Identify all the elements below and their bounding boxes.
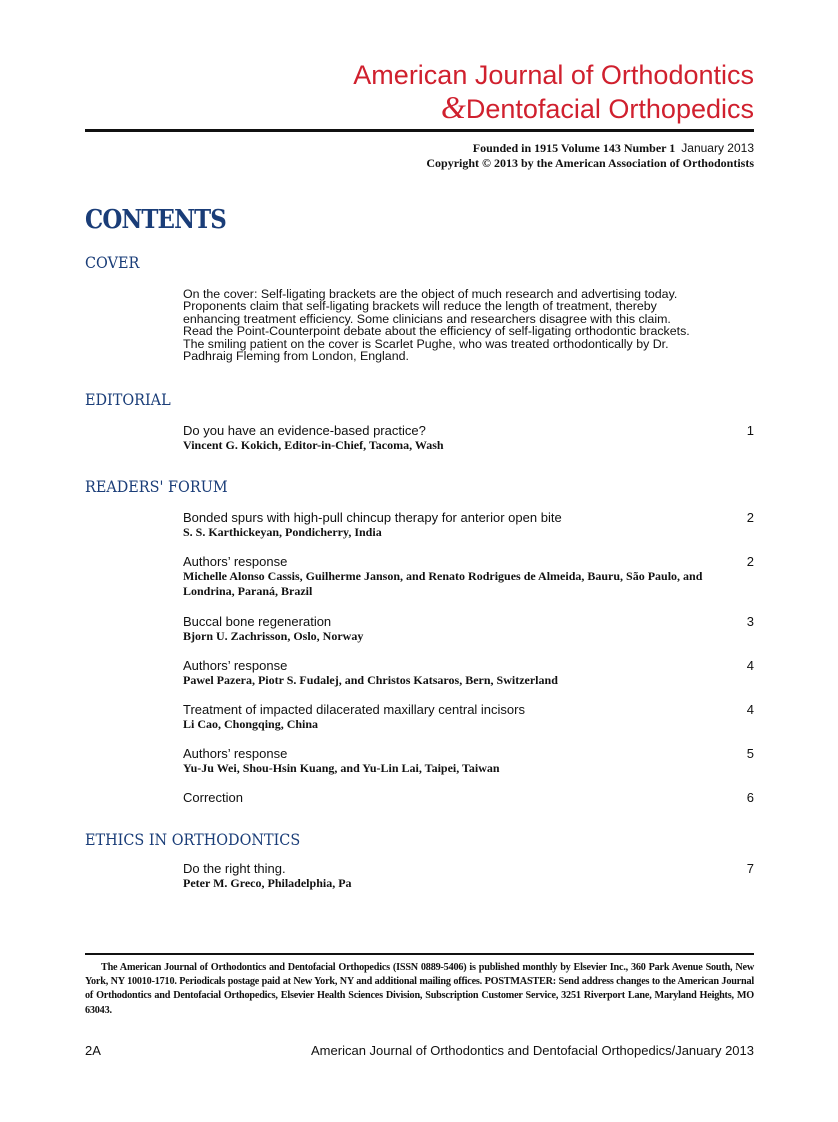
- entry-page-number: 1: [746, 423, 754, 438]
- entry-title[interactable]: Authors’ response: [183, 746, 288, 761]
- journal-title-line1: American Journal of Orthodontics: [353, 60, 754, 90]
- journal-title-line2: [440, 89, 754, 125]
- toc-entry[interactable]: [183, 614, 754, 644]
- entry-page-number: 4: [746, 702, 754, 717]
- founded-text: Founded in 1915 Volume 143 Number 1: [472, 141, 676, 155]
- toc-entry[interactable]: [183, 702, 754, 732]
- entry-page-number: 7: [746, 861, 754, 876]
- issue-date: January 2013: [681, 141, 754, 155]
- entry-title[interactable]: Bonded spurs with high-pull chincup therapy for anterior open bite: [183, 510, 562, 525]
- toc-entry[interactable]: [183, 790, 754, 805]
- entry-authors: S. S. Karthickeyan, Pondicherry, India: [183, 525, 382, 539]
- toc-entry[interactable]: [183, 861, 754, 891]
- toc-entry[interactable]: [183, 746, 754, 776]
- entry-title[interactable]: Authors’ response: [183, 658, 288, 673]
- section-heading: EDITORIAL: [85, 390, 171, 409]
- entry-page-number: 5: [746, 746, 754, 761]
- copyright-text: Copyright © 2013 by the American Association of Orthodontists: [426, 156, 754, 170]
- page-title: CONTENTS: [85, 205, 226, 235]
- entry-title[interactable]: Correction: [183, 790, 243, 805]
- toc-entry[interactable]: [183, 554, 754, 599]
- section-heading: ETHICS IN ORTHODONTICS: [85, 830, 301, 849]
- toc-entry[interactable]: [183, 510, 754, 540]
- cover-description: On the cover: Self-ligating brackets are the object of much research and advertising today. Proponents claim that self-ligating brackets will reduce the length of treatment, thereby enhancing treatment efficiency. Some clinicians and researchers disagree with this claim. Read the Point-Counterpoint debate about the efficiency of self-ligating orthodontic brackets. The smiling patient on the cover is Scarlet Pughe, who was treated orthodontically by Dr. Padhraig Fleming from London, England.: [183, 287, 690, 364]
- entry-title[interactable]: Authors’ response: [183, 554, 288, 569]
- entry-page-number: 2: [746, 510, 754, 525]
- entry-page-number: 3: [746, 614, 754, 629]
- entry-authors: Yu-Ju Wei, Shou-Hsin Kuang, and Yu-Lin Lai, Taipei, Taiwan: [183, 761, 500, 775]
- issue-info: [426, 141, 754, 171]
- entry-title[interactable]: Treatment of impacted dilacerated maxillary central incisors: [183, 702, 525, 717]
- footer-rule: [85, 953, 754, 955]
- entry-page-number: 6: [746, 790, 754, 805]
- toc-entry[interactable]: [183, 658, 754, 688]
- entry-authors: Li Cao, Chongqing, China: [183, 717, 319, 731]
- header-rule: [85, 129, 754, 132]
- publication-notice: The American Journal of Orthodontics and Dentofacial Orthopedics (ISSN 0889-5406) is published monthly by Elsevier Inc., 360 Park Avenue South, New York, NY 10010-1710. Periodicals postage paid at New York, NY and additional mailing offices. POSTMASTER: Send address changes to the American Journal of Orthodontics and Dentofacial Orthopedics, Elsevier Health Sciences Division, Subscription Customer Service, 3251 Riverport Lane, Maryland Heights, MO 63043.: [85, 962, 754, 1016]
- entry-authors: Pawel Pazera, Piotr S. Fudalej, and Christos Katsaros, Bern, Switzerland: [183, 673, 558, 687]
- running-footer: American Journal of Orthodontics and Dentofacial Orthopedics/January 2013: [311, 1043, 754, 1058]
- ampersand-logo: &: [440, 89, 466, 125]
- entry-page-number: 4: [746, 658, 754, 673]
- entry-page-number: 2: [746, 554, 754, 569]
- entry-title[interactable]: Buccal bone regeneration: [183, 614, 332, 629]
- entry-authors: Vincent G. Kokich, Editor-in-Chief, Tacoma, Wash: [183, 438, 444, 452]
- page-number: 2A: [85, 1043, 101, 1058]
- section-heading-cover: COVER: [85, 253, 140, 272]
- entry-authors: Michelle Alonso Cassis, Guilherme Janson, and Renato Rodrigues de Almeida, Bauru, São Paulo, and Londrina, Paraná, Brazil: [183, 569, 703, 598]
- toc-entry[interactable]: [183, 423, 754, 453]
- entry-title[interactable]: Do the right thing.: [183, 861, 286, 876]
- entry-title[interactable]: Do you have an evidence-based practice?: [183, 423, 426, 438]
- journal-title-line2-text: Dentofacial Orthopedics: [465, 94, 754, 124]
- entry-authors: Peter M. Greco, Philadelphia, Pa: [183, 876, 352, 890]
- section-heading: READERS' FORUM: [85, 477, 228, 496]
- entry-authors: Bjorn U. Zachrisson, Oslo, Norway: [183, 629, 364, 643]
